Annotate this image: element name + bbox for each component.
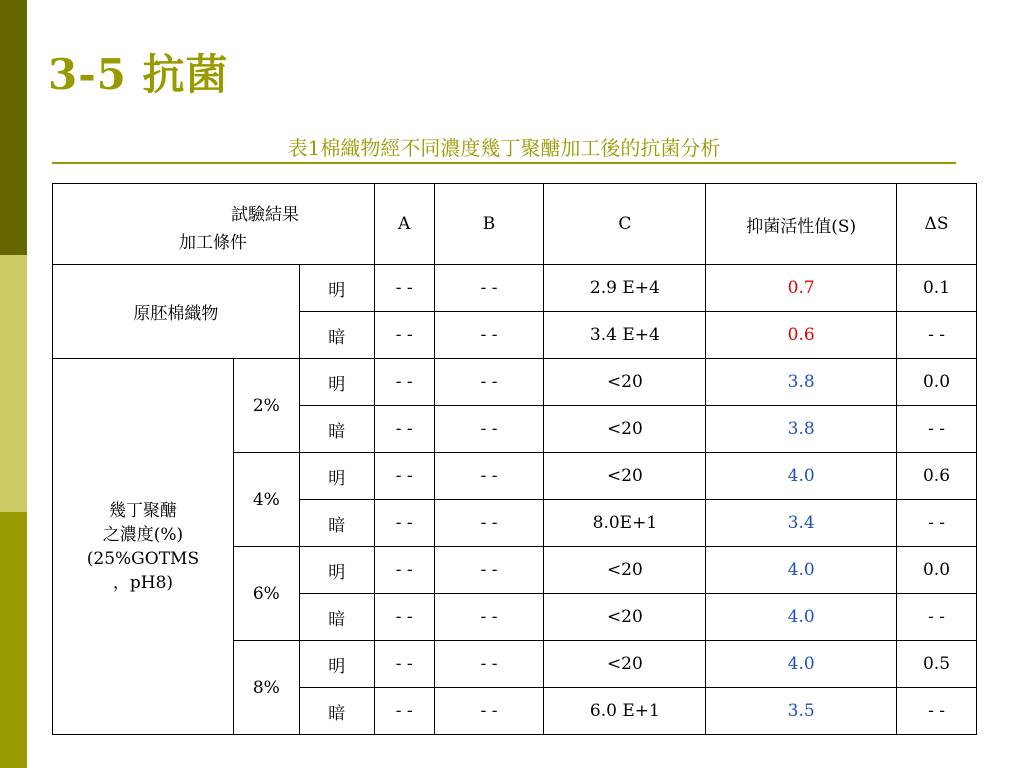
concentration-cell: 2% xyxy=(233,359,299,453)
cond-cell: 明 xyxy=(299,265,374,312)
group-label-line: ，pH8) xyxy=(112,572,174,593)
delta-s-cell: 0.5 xyxy=(897,641,977,688)
s-cell: 3.4 xyxy=(706,500,897,547)
cond-cell: 明 xyxy=(299,359,374,406)
c-cell: 6.0 E+1 xyxy=(544,688,706,735)
corner-label-results: 試驗結果 xyxy=(231,205,299,225)
c-cell: <20 xyxy=(544,453,706,500)
a-cell: - - xyxy=(374,312,434,359)
side-bar-mid xyxy=(0,512,27,768)
a-cell: - - xyxy=(374,265,434,312)
c-cell: 2.9 E+4 xyxy=(544,265,706,312)
s-cell: 0.6 xyxy=(706,312,897,359)
group-label-raw-fabric: 原胚棉織物 xyxy=(53,265,300,359)
c-cell: <20 xyxy=(544,359,706,406)
group-label-line: 之濃度(%) xyxy=(102,524,184,545)
cond-cell: 明 xyxy=(299,453,374,500)
b-cell: - - xyxy=(434,594,544,641)
b-cell: - - xyxy=(434,453,544,500)
table-caption: 表1棉織物經不同濃度幾丁聚醣加工後的抗菌分析 xyxy=(52,134,956,164)
cond-cell: 暗 xyxy=(299,406,374,453)
delta-s-cell: 0.6 xyxy=(897,453,977,500)
header-b: B xyxy=(434,184,544,265)
a-cell: - - xyxy=(374,359,434,406)
s-cell: 3.5 xyxy=(706,688,897,735)
delta-s-cell: 0.1 xyxy=(897,265,977,312)
cond-cell: 明 xyxy=(299,641,374,688)
c-cell: <20 xyxy=(544,406,706,453)
header-c: C xyxy=(544,184,706,265)
s-cell: 3.8 xyxy=(706,406,897,453)
cond-cell: 明 xyxy=(299,547,374,594)
antibacterial-table xyxy=(52,183,977,735)
s-cell: 4.0 xyxy=(706,547,897,594)
s-cell: 0.7 xyxy=(706,265,897,312)
side-bar-dark xyxy=(0,0,27,255)
b-cell: - - xyxy=(434,265,544,312)
table-header-row xyxy=(53,184,977,265)
delta-s-cell: - - xyxy=(897,594,977,641)
b-cell: - - xyxy=(434,406,544,453)
concentration-cell: 8% xyxy=(233,641,299,735)
b-cell: - - xyxy=(434,641,544,688)
s-cell: 4.0 xyxy=(706,594,897,641)
a-cell: - - xyxy=(374,688,434,735)
c-cell: <20 xyxy=(544,594,706,641)
c-cell: <20 xyxy=(544,641,706,688)
s-cell: 3.8 xyxy=(706,359,897,406)
a-cell: - - xyxy=(374,641,434,688)
delta-s-cell: - - xyxy=(897,688,977,735)
corner-label-conditions: 加工條件 xyxy=(179,233,247,253)
delta-s-cell: - - xyxy=(897,312,977,359)
c-cell: 3.4 E+4 xyxy=(544,312,706,359)
header-s: 抑菌活性值(S) xyxy=(706,184,897,265)
cond-cell: 暗 xyxy=(299,312,374,359)
header-a: A xyxy=(374,184,434,265)
concentration-cell: 6% xyxy=(233,547,299,641)
concentration-cell: 4% xyxy=(233,453,299,547)
header-delta-s: ΔS xyxy=(897,184,977,265)
cond-cell: 暗 xyxy=(299,500,374,547)
b-cell: - - xyxy=(434,312,544,359)
b-cell: - - xyxy=(434,359,544,406)
group-label-chitosan xyxy=(53,359,234,735)
cond-cell: 暗 xyxy=(299,594,374,641)
slide-title: 3-5 抗菌 xyxy=(48,50,229,99)
group-label-line: (25%GOTMS xyxy=(86,548,200,569)
a-cell: - - xyxy=(374,547,434,594)
table-row xyxy=(53,265,977,312)
c-cell: <20 xyxy=(544,547,706,594)
delta-s-cell: 0.0 xyxy=(897,547,977,594)
delta-s-cell: - - xyxy=(897,500,977,547)
corner-header-cell xyxy=(53,184,375,265)
b-cell: - - xyxy=(434,547,544,594)
delta-s-cell: 0.0 xyxy=(897,359,977,406)
cond-cell: 暗 xyxy=(299,688,374,735)
table-row xyxy=(53,359,977,406)
a-cell: - - xyxy=(374,453,434,500)
group-label-line: 幾丁聚醣 xyxy=(108,500,177,521)
b-cell: - - xyxy=(434,688,544,735)
b-cell: - - xyxy=(434,500,544,547)
delta-s-cell: - - xyxy=(897,406,977,453)
a-cell: - - xyxy=(374,594,434,641)
c-cell: 8.0E+1 xyxy=(544,500,706,547)
a-cell: - - xyxy=(374,500,434,547)
side-bar-light xyxy=(0,255,27,512)
s-cell: 4.0 xyxy=(706,641,897,688)
s-cell: 4.0 xyxy=(706,453,897,500)
a-cell: - - xyxy=(374,406,434,453)
